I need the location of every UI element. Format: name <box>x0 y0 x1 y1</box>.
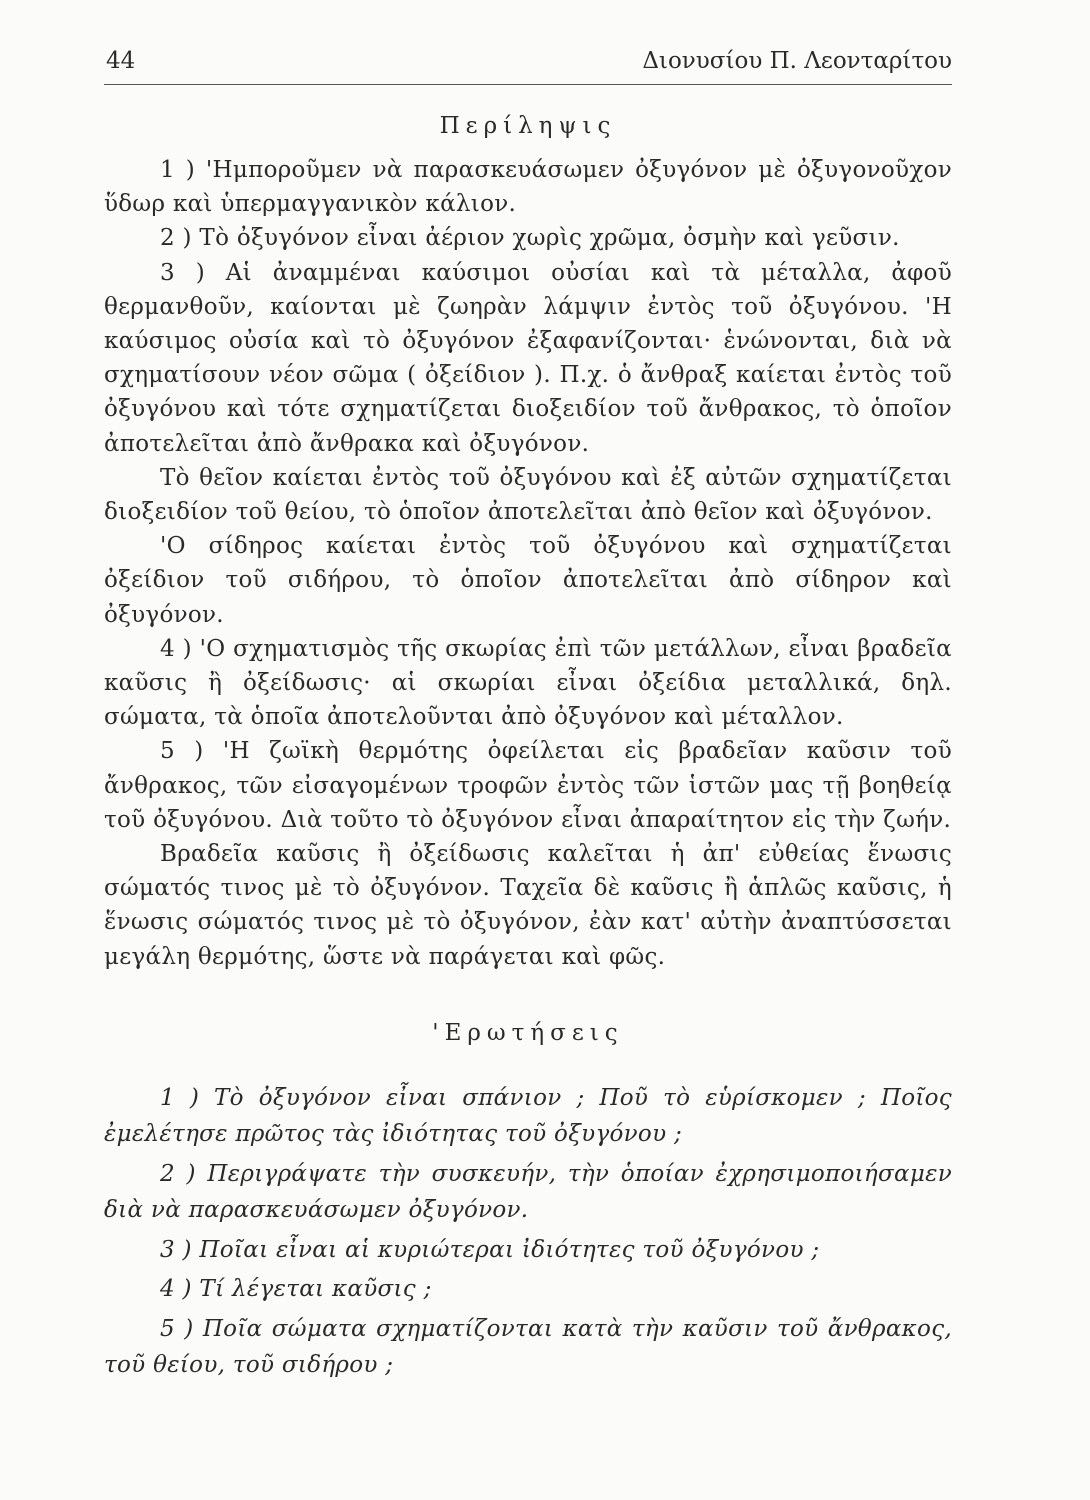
summary-paragraph: Τὸ θεῖον καίεται ἐντὸς τοῦ ὀξυγόνου καὶ ἐξ αὐτῶν σχηματίζεται διοξειδίον τοῦ θείου, τὸ ὁποῖον ἀποτελεῖται ἀπὸ θεῖον καὶ ὀξυγόνον. <box>104 464 952 526</box>
question-item: 1 ) Τὸ ὀξυγόνον εἶναι σπάνιον ; Ποῦ τὸ εὑρίσκομεν ; Ποῖος ἐμελέτησε πρῶτος τὰς ἰδιότητας τοῦ ὀξυγόνου ; <box>104 1084 952 1148</box>
questions-heading: 'Ερωτήσεις <box>432 1019 624 1046</box>
summary-paragraph: 2 ) Τὸ ὀξυγόνον εἶναι ἀέριον χωρὶς χρῶμα, ὀσμὴν καὶ γεῦσιν. <box>160 225 900 252</box>
questions-section <box>104 1080 952 1384</box>
question-item: 4 ) Τί λέγεται καῦσις ; <box>160 1276 432 1303</box>
book-page <box>104 40 952 1387</box>
running-head-author: Διονυσίου Π. Λεονταρίτου <box>642 48 952 74</box>
question-item: 3 ) Ποῖαι εἶναι αἱ κυριώτεραι ἰδιότητες τοῦ ὀξυγόνου ; <box>160 1236 820 1263</box>
summary-heading: Περίληψις <box>439 113 617 139</box>
summary-paragraph: 'Ο σίδηρος καίεται ἐντὸς τοῦ ὀξυγόνου καὶ σχηματίζεται ὀξείδιον τοῦ σιδήρου, τὸ ὁποῖον ἀποτελεῖται ἀπὸ σίδηρον καὶ ὀξυγόνον. <box>104 533 952 628</box>
page-number: 44 <box>106 48 136 74</box>
question-item: 5 ) Ποῖα σώματα σχηματίζονται κατὰ τὴν καῦσιν τοῦ ἄνθρακος, τοῦ θείου, τοῦ σιδήρου ; <box>104 1315 952 1379</box>
question-item: 2 ) Περιγράψατε τὴν συσκευήν, τὴν ὁποίαν ἐχρησιμοποιήσαμεν διὰ νὰ παρασκευάσωμεν ὀξυγόνον. <box>104 1160 952 1224</box>
summary-paragraph: 4 ) 'Ο σχηματισμὸς τῆς σκωρίας ἐπὶ τῶν μετάλλων, εἶναι βραδεῖα καῦσις ἢ ὀξείδωσις· αἱ σκωρίαι εἶναι ὀξείδια μεταλλικά, δηλ. σώματα, τὰ ὁποῖα ἀποτελοῦνται ἀπὸ ὀξυγόνον καὶ μέταλλον. <box>104 635 952 731</box>
summary-paragraph: 3 ) Αἱ ἀναμμέναι καύσιμοι οὐσίαι καὶ τὰ μέταλλα, ἀφοῦ θερμανθοῦν, καίονται μὲ ζωηρὰν λάμψιν ἐντὸς τοῦ ὀξυγόνου. 'Η καύσιμος οὐσία καὶ τὸ ὀξυγόνον ἐξαφανίζονται· ἑνώνονται, διὰ νὰ σχηματίσουν νέον σῶμα ( ὀξείδιον ). Π.χ. ὁ ἄνθραξ καίεται ἐντὸς τοῦ ὀξυγόνου καὶ τότε σχηματίζεται διοξειδίον τοῦ ἄνθρακος, τὸ ὁποῖον ἀποτελεῖται ἀπὸ ἄνθρακα καὶ ὀξυγόνον. <box>104 259 952 457</box>
running-header <box>104 40 952 85</box>
summary-paragraph: 1 ) 'Ημποροῦμεν νὰ παρασκευάσωμεν ὀξυγόνον μὲ ὀξυγονοῦχον ὕδωρ καὶ ὑπερμαγγανικὸν κάλιον. <box>104 157 952 218</box>
summary-paragraph: Βραδεῖα καῦσις ἢ ὀξείδωσις καλεῖται ἡ ἀπ' εὐθείας ἕνωσις σώματός τινος μὲ τὸ ὀξυγόνον. Ταχεῖα δὲ καῦσις ἢ ἁπλῶς καῦσις, ἡ ἕνωσις σώματός τινος μὲ τὸ ὀξυγόνον, ἐὰν κατ' αὐτὴν ἀναπτύσσεται μεγάλη θερμότης, ὥστε νὰ παράγεται καὶ φῶς. <box>104 841 952 970</box>
summary-paragraph: 5 ) 'Η ζωϊκὴ θερμότης ὀφείλεται εἰς βραδεῖαν καῦσιν τοῦ ἄνθρακος, τῶν εἰσαγομένων τροφῶν ἐντὸς τῶν ἱστῶν μας τῇ βοηθείᾳ τοῦ ὀξυγόνου. Διὰ τοῦτο τὸ ὀξυγόνον εἶναι ἀπαραίτητον εἰς τὴν ζωήν. <box>104 738 952 833</box>
summary-section <box>104 153 952 974</box>
